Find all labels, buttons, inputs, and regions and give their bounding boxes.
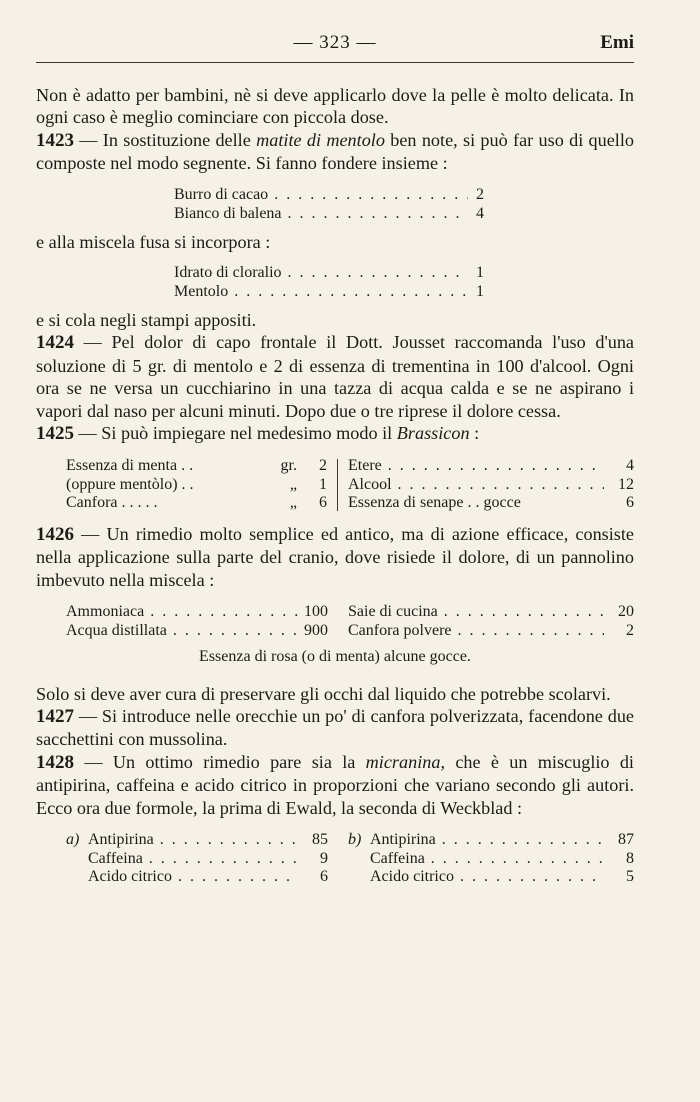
section-text: — Pel dolor di capo frontale il Dott. Jousset raccomanda l'uso d'una soluzione di 5 gr. di mentolo e 2 di essenza di trementina in 100 d'alcool. Ogni ora se ne versa un cucchiarino in una tazza di acqua calda e se ne aspirano i vapori dal naso per alcuni minuti. Dopo due o tre riprese il dolore cessa. bbox=[36, 332, 634, 421]
recipe-row bbox=[174, 263, 484, 282]
recipe-row bbox=[348, 868, 634, 887]
section-1425 bbox=[36, 422, 634, 445]
section-1424 bbox=[36, 331, 634, 422]
recipe-row bbox=[348, 476, 634, 495]
section-text: , che è un miscuglio di antipirina, caffeina e acido citrico in proporzioni che variano secondo gli autori. Ecco ora due formole, la prima di Ewald, la seconda di Weckblad : bbox=[36, 751, 634, 818]
paragraph-intro: Non è adatto per bambini, nè si deve applicarlo dove la pelle è molto delicata. In ogni caso è meglio cominciare con piccola dose. bbox=[36, 85, 634, 128]
ingredient-name: Saie di cucina . . . bbox=[348, 603, 604, 622]
recipe-row bbox=[348, 622, 634, 641]
section-1428 bbox=[36, 751, 634, 819]
recipe-right-column bbox=[348, 457, 634, 513]
ingredient-qty: 4 bbox=[626, 457, 634, 475]
paragraph-mid: e alla miscela fusa si incorpora : bbox=[36, 231, 271, 252]
paragraph-end: e si cola negli stampi appositi. bbox=[36, 310, 257, 331]
recipe-row bbox=[174, 185, 484, 204]
section-text: : bbox=[469, 423, 480, 444]
ingredient-name: (oppure mentòlo) . . bbox=[66, 475, 194, 493]
ingredient-name: Caffeina . . . bbox=[370, 850, 604, 869]
section-1427 bbox=[36, 705, 634, 751]
ingredient-qty: 4 bbox=[476, 204, 484, 222]
recipe-row bbox=[174, 282, 484, 301]
formula-label: b) bbox=[348, 831, 362, 849]
ingredient-qty: 87 bbox=[618, 831, 634, 849]
ingredient-qty: 2 bbox=[476, 185, 484, 203]
ingredient-qty: 900 bbox=[304, 621, 328, 639]
ingredient-name: Ammoniaca . . . bbox=[66, 603, 298, 622]
recipe-row bbox=[348, 457, 634, 476]
ingredient-name: Alcool . . . bbox=[348, 476, 604, 495]
section-text: — Un ottimo rimedio pare sia la bbox=[74, 751, 366, 772]
ingredient-name: Mentolo . . . bbox=[174, 282, 468, 301]
ingredient-unit: gr. bbox=[280, 457, 297, 475]
recipe-row bbox=[348, 603, 634, 622]
page-header bbox=[36, 32, 634, 60]
recipe-row bbox=[66, 603, 328, 622]
ingredient-qty: 1 bbox=[476, 283, 484, 301]
header-rule bbox=[36, 62, 634, 63]
ingredient-qty: 6 bbox=[319, 494, 327, 512]
ingredient-qty: 2 bbox=[626, 621, 634, 639]
ingredient-qty: 6 bbox=[320, 868, 328, 886]
section-text: — Si introduce nelle orecchie un po' di canfora polverizzata, facendone due sacchettini con mussolina. bbox=[36, 706, 634, 750]
ingredient-unit: „ bbox=[289, 494, 297, 512]
recipe-row bbox=[66, 476, 327, 495]
recipe-1425 bbox=[66, 457, 634, 513]
section-number: 1428 bbox=[36, 751, 74, 773]
recipe-1423-b bbox=[174, 263, 484, 301]
ingredient-name: Burro di cacao . . . bbox=[174, 185, 468, 204]
recipe-row bbox=[66, 457, 327, 476]
ingredient-qty: 6 bbox=[626, 494, 634, 512]
ingredient-name: Idrato di cloralio . . . bbox=[174, 263, 468, 282]
column-divider bbox=[337, 459, 338, 511]
formula-label: a) bbox=[66, 831, 80, 849]
recipe-right-column bbox=[348, 603, 634, 640]
section-italic: micranina bbox=[365, 751, 441, 772]
page-number: — 323 — bbox=[293, 32, 377, 53]
ingredient-name: Canfora polvere . . . bbox=[348, 622, 604, 641]
recipe-row bbox=[66, 868, 328, 887]
recipe-row bbox=[174, 204, 484, 223]
ingredient-qty: 2 bbox=[319, 457, 327, 475]
recipe-1426 bbox=[66, 603, 634, 640]
section-italic: matite di mentolo bbox=[256, 129, 385, 150]
recipe-left-column bbox=[66, 603, 328, 640]
ingredient-qty: 9 bbox=[320, 849, 328, 867]
section-1426 bbox=[36, 523, 634, 591]
ingredient-qty: 1 bbox=[476, 264, 484, 282]
section-text: — Si può impiegare nel medesimo modo il bbox=[74, 423, 397, 444]
ingredient-qty: 8 bbox=[626, 849, 634, 867]
ingredient-name: Essenza di menta . . bbox=[66, 457, 194, 475]
recipe-left-column bbox=[66, 457, 327, 513]
ingredient-name: Antipirina . . . bbox=[370, 831, 604, 850]
ingredient-qty: 5 bbox=[626, 868, 634, 886]
ingredient-name: Essenza di senape . . gocce bbox=[348, 494, 521, 512]
ingredient-unit: „ bbox=[289, 475, 297, 493]
recipe-1423-a bbox=[174, 185, 484, 223]
recipe-row bbox=[66, 622, 328, 641]
recipe-1428 bbox=[66, 831, 634, 887]
section-italic: Brassicon bbox=[396, 423, 470, 444]
ingredient-qty: 100 bbox=[304, 603, 328, 621]
ingredient-name: Etere . . . bbox=[348, 457, 604, 476]
running-head: Emi bbox=[600, 32, 634, 53]
recipe-row bbox=[348, 831, 634, 850]
section-1423 bbox=[36, 129, 634, 175]
recipe-row bbox=[66, 831, 328, 850]
recipe-row bbox=[66, 494, 327, 513]
paragraph-after: Solo si deve aver cura di preservare gli occhi dal liquido che potrebbe scolarvi. bbox=[36, 683, 611, 704]
section-number: 1426 bbox=[36, 523, 74, 545]
section-number: 1423 bbox=[36, 129, 74, 151]
ingredient-name: Canfora . . . . . bbox=[66, 494, 158, 512]
recipe-note: Essenza di rosa (o di menta) alcune gocce. bbox=[199, 648, 471, 666]
section-number: 1424 bbox=[36, 332, 74, 354]
recipe-right-column bbox=[348, 831, 634, 887]
ingredient-name: Acido citrico . . . bbox=[88, 868, 298, 887]
section-number: 1427 bbox=[36, 706, 74, 727]
ingredient-name: Caffeina . . . bbox=[88, 850, 298, 869]
section-text: — In sostituzione delle bbox=[74, 129, 257, 150]
ingredient-qty: 85 bbox=[312, 831, 328, 849]
recipe-row bbox=[66, 850, 328, 869]
ingredient-name: Acqua distillata . . . bbox=[66, 622, 298, 641]
ingredient-name: Bianco di balena . . . bbox=[174, 204, 468, 223]
ingredient-name: Antipirina . . . bbox=[88, 831, 298, 850]
recipe-row bbox=[348, 850, 634, 869]
ingredient-qty: 20 bbox=[618, 603, 634, 621]
recipe-row bbox=[348, 494, 634, 513]
section-text: — Un rimedio molto semplice ed antico, ma di azione efficace, consiste nella applicazione sulla parte del cranio, dove risiede il dolore, di un pannolino imbevuto nella miscela : bbox=[36, 523, 634, 590]
ingredient-qty: 12 bbox=[618, 475, 634, 493]
ingredient-qty: 1 bbox=[319, 475, 327, 493]
recipe-left-column bbox=[66, 831, 328, 887]
body-text bbox=[36, 84, 634, 897]
ingredient-name: Acido citrico . . . bbox=[370, 868, 604, 887]
section-number: 1425 bbox=[36, 423, 74, 445]
section-text: ben note, si può far uso di quello composte nel modo segnente. Si fanno fondere insieme : bbox=[36, 129, 635, 174]
